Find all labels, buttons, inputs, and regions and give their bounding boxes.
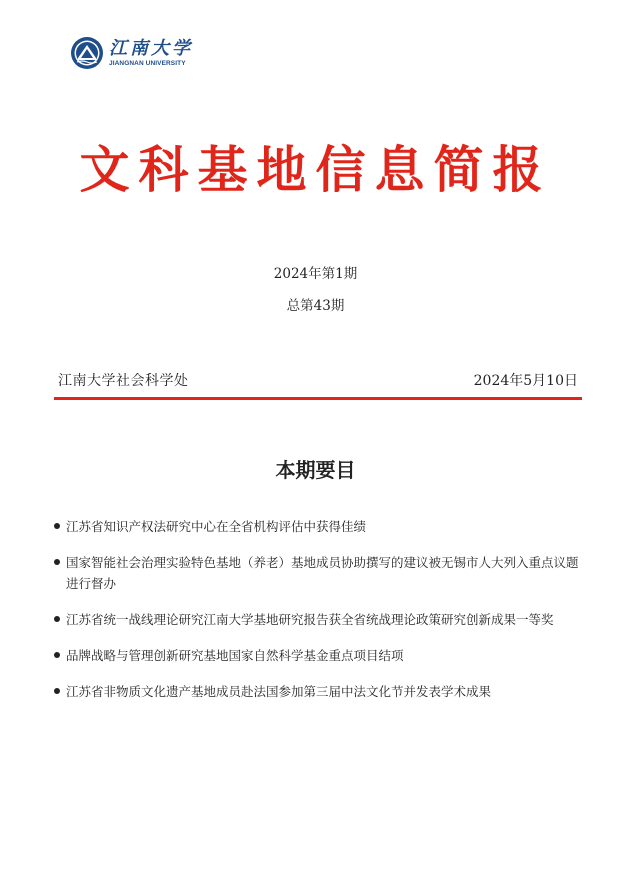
list-item <box>54 552 590 594</box>
bullet-icon <box>54 616 60 622</box>
list-item-text: 江苏省非物质文化遗产基地成员赴法国参加第三届中法文化节并发表学术成果 <box>66 684 492 699</box>
bulletin-title: 文科基地信息简报 <box>79 140 552 199</box>
logo-english-name: JIANGNAN UNIVERSITY <box>109 59 186 67</box>
publishing-organization: 江南大学社会科学处 <box>58 373 189 389</box>
list-item <box>54 681 590 702</box>
issue-number: 2024年第1期 <box>273 266 358 282</box>
bullet-icon <box>54 523 60 529</box>
bullet-icon <box>54 559 60 565</box>
list-item <box>54 516 590 537</box>
bullet-icon <box>54 652 60 658</box>
list-item-text: 品牌战略与管理创新研究基地国家自然科学基金重点项目结项 <box>66 648 404 663</box>
highlights-list <box>54 516 590 717</box>
list-item-text: 国家智能社会治理实验特色基地（养老）基地成员协助撰写的建议被无锡市人大列入重点议题进行督办 <box>66 555 579 591</box>
list-item <box>54 609 590 630</box>
total-issue-number: 总第43期 <box>286 298 345 314</box>
logo-chinese-name: 江南大学 <box>109 37 193 59</box>
bullet-icon <box>54 688 60 694</box>
university-seal-icon <box>70 36 104 70</box>
list-item <box>54 645 590 666</box>
university-logo <box>70 36 193 70</box>
header-divider <box>54 397 582 400</box>
list-item-text: 江苏省知识产权法研究中心在全省机构评估中获得佳绩 <box>66 519 367 534</box>
highlights-heading: 本期要目 <box>275 458 356 482</box>
publication-date: 2024年5月10日 <box>473 373 578 389</box>
list-item-text: 江苏省统一战线理论研究江南大学基地研究报告获全省统战理论政策研究创新成果一等奖 <box>66 612 554 627</box>
